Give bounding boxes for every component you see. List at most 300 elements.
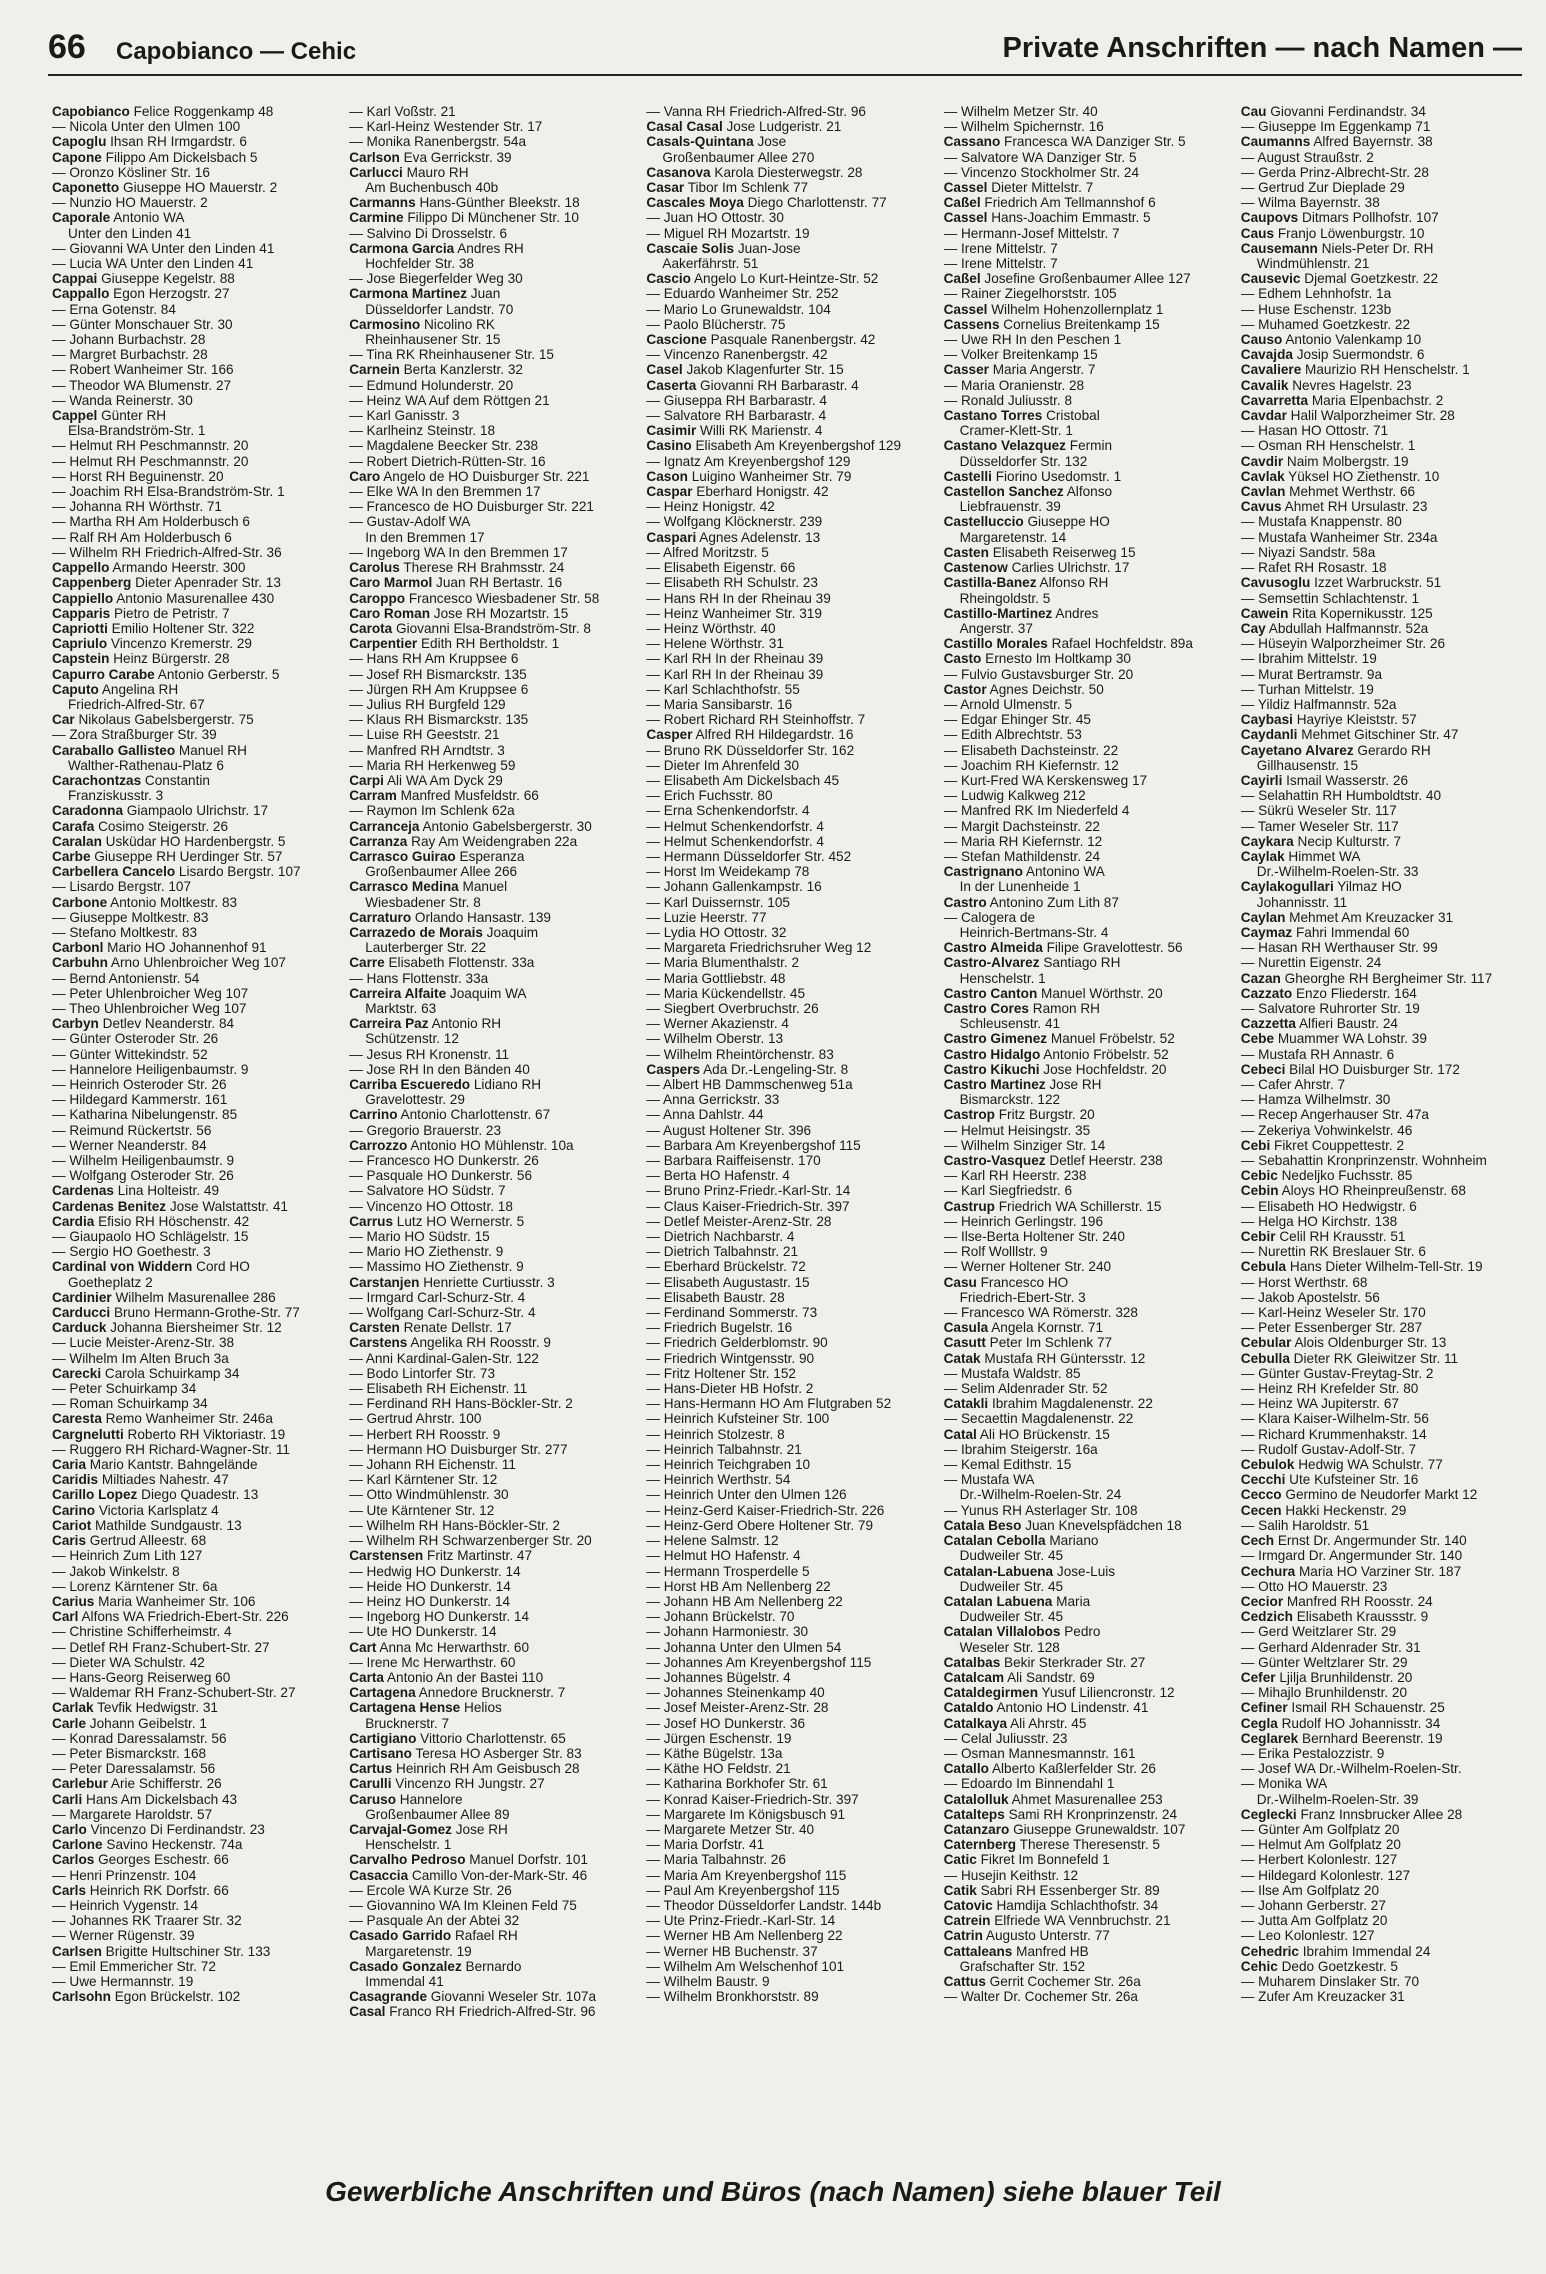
entry-surname: Casutt: [943, 1335, 986, 1351]
entry-details: — Wilhelm Bronkhorststr. 89: [646, 1989, 819, 2005]
entry-surname: Carta: [349, 1669, 384, 1685]
entry-details: — Irmgard Carl-Schurz-Str. 4: [349, 1289, 526, 1305]
entry-details: Joaquim WA: [446, 985, 527, 1001]
entry-surname: Carrasco Medina: [349, 879, 459, 895]
entry-surname: Castrignano: [943, 864, 1023, 880]
entry-details: Elisabeth Flottenstr. 33a: [384, 955, 535, 971]
directory-entry: [646, 241, 927, 256]
entry-details: — Husejin Keithstr. 12: [943, 1867, 1079, 1883]
directory-entry: [349, 180, 630, 195]
directory-entry: [349, 1868, 630, 1883]
entry-details: Georges Eschestr. 66: [94, 1852, 229, 1868]
entry-details: Rafael Hochfeldstr. 89a: [1047, 636, 1193, 652]
entry-surname: Carlucci: [349, 164, 403, 180]
entry-details: — Sebahattin Kronprinzenstr. Wohnheim: [1240, 1153, 1487, 1169]
entry-surname: Carpi: [349, 772, 384, 788]
entry-details: — Helmut Schenkendorfstr. 4: [646, 818, 824, 834]
directory-entry: [349, 1761, 630, 1776]
directory-entry: [646, 1761, 927, 1776]
entry-details: — August Holtener Str. 396: [646, 1122, 812, 1138]
entry-surname: Castro Kikuchi: [943, 1061, 1040, 1077]
entry-details: — Walter Dr. Cochemer Str. 26a: [943, 1989, 1138, 2005]
entry-details: Franziskusstr. 3: [68, 788, 164, 804]
entry-details: — Hildegard Kammerstr. 161: [52, 1092, 228, 1108]
entry-details: — Johannes Steinenkamp 40: [646, 1685, 825, 1701]
entry-details: — Bruno RK Düsseldorfer Str. 162: [646, 742, 855, 758]
entry-surname: Carlos: [52, 1852, 95, 1868]
entry-surname: Carbone: [52, 894, 108, 910]
entry-details: Jose Walstattstr. 41: [166, 1198, 288, 1214]
directory-entry: [944, 1928, 1225, 1943]
entry-details: — Heinrich Unter den Ulmen 126: [646, 1487, 847, 1503]
entry-surname: Cebula: [1240, 1259, 1287, 1275]
entry-details: — Giuseppe Moltkestr. 83: [52, 909, 209, 925]
directory-entry: [646, 1351, 927, 1366]
entry-details: — Helmut RH Peschmannstr. 20: [52, 438, 249, 454]
entry-details: — Edmund Holunderstr. 20: [349, 377, 514, 393]
entry-surname: Carbuhn: [52, 955, 108, 971]
entry-surname: Caspar: [646, 484, 693, 500]
directory-entry: [52, 1685, 333, 1700]
directory-entry: [349, 1837, 630, 1852]
entry-details: Filipe Gravelottestr. 56: [1042, 940, 1183, 956]
entry-details: Juan RH Bertastr. 16: [432, 575, 563, 591]
directory-entry: [1241, 1016, 1522, 1031]
entry-details: Antonio Gabelsbergerstr. 30: [419, 818, 592, 834]
entry-details: — Johann RH Eichenstr. 11: [349, 1457, 516, 1473]
entry-surname: Cechura: [1240, 1563, 1296, 1579]
directory-entry: [52, 1031, 333, 1046]
entry-details: Miltiades Nahestr. 47: [98, 1472, 229, 1488]
entry-details: Renate Dellstr. 17: [399, 1320, 512, 1336]
entry-surname: Cefer: [1240, 1669, 1276, 1685]
entry-surname: Carraturo: [349, 909, 412, 925]
entry-details: — Heinz Honigstr. 42: [646, 499, 775, 515]
entry-details: — Jose RH In den Bänden 40: [349, 1061, 530, 1077]
entry-details: In den Bremmen 17: [365, 529, 485, 545]
entry-details: — Fritz Holtener Str. 152: [646, 1365, 796, 1381]
directory-entry: [1241, 530, 1522, 545]
directory-entry: [646, 378, 927, 393]
entry-surname: Carstens: [349, 1335, 408, 1351]
entry-details: — Ute Kärntener Str. 12: [349, 1502, 495, 1518]
entry-details: Hans Am Dickelsbach 43: [82, 1791, 238, 1807]
entry-details: Manuel Fröbelstr. 52: [1047, 1031, 1175, 1047]
directory-entry: [944, 1183, 1225, 1198]
entry-details: — Ibrahim Mittelstr. 19: [1240, 651, 1377, 667]
directory-entry: [944, 1624, 1225, 1639]
entry-surname: Ceglecki: [1240, 1806, 1297, 1822]
entry-details: — Johann Burbachstr. 28: [52, 332, 206, 348]
directory-entry: [52, 697, 333, 712]
directory-entry: [1241, 1396, 1522, 1411]
entry-details: — Günter Am Golfplatz 20: [1240, 1821, 1400, 1837]
entry-surname: Castano Torres: [943, 408, 1043, 424]
entry-details: Angerstr. 37: [959, 620, 1033, 636]
directory-entry: [1241, 849, 1522, 864]
entry-details: Victoria Karlsplatz 4: [95, 1502, 219, 1518]
entry-details: — Gerhard Aldenrader Str. 31: [1240, 1639, 1421, 1655]
entry-details: — Johanna RH Wörthstr. 71: [52, 499, 222, 515]
directory-entry: [646, 1655, 927, 1670]
entry-surname: Carmosino: [349, 316, 421, 332]
entry-details: Berta Kanzlerstr. 32: [399, 362, 523, 378]
directory-entry: [349, 1472, 630, 1487]
entry-details: — Zufer Am Kreuzacker 31: [1240, 1989, 1405, 2005]
entry-surname: Cappai: [52, 271, 98, 287]
directory-entry: [349, 332, 630, 347]
directory-entry: [1241, 1655, 1522, 1670]
directory-entry: [646, 1259, 927, 1274]
entry-surname: Catallo: [943, 1761, 989, 1777]
directory-entry: [1241, 1974, 1522, 1989]
entry-surname: Cavusoglu: [1240, 575, 1311, 591]
entry-details: Düsseldorfer Str. 132: [959, 453, 1088, 469]
directory-entry: [1241, 1214, 1522, 1229]
entry-details: — Ferdinand Sommerstr. 73: [646, 1305, 818, 1321]
directory-entry: [52, 1366, 333, 1381]
entry-surname: Capurro Carabe: [52, 666, 155, 682]
entry-surname: Casto: [943, 651, 982, 667]
directory-entry: [349, 1381, 630, 1396]
directory-entry: [52, 469, 333, 484]
entry-surname: Carbonl: [52, 940, 104, 956]
entry-details: — Konrad Kaiser-Friedrich-Str. 397: [646, 1791, 859, 1807]
entry-details: — Joachim RH Kiefernstr. 12: [943, 757, 1119, 773]
entry-details: — Karl Siegfriedstr. 6: [943, 1183, 1073, 1199]
entry-surname: Caspari: [646, 529, 697, 545]
entry-details: — Horst HB Am Nellenberg 22: [646, 1578, 831, 1594]
directory-entry: [52, 1396, 333, 1411]
entry-details: — Hans Flottenstr. 33a: [349, 970, 489, 986]
directory-entry: [944, 1244, 1225, 1259]
entry-surname: Castrup: [943, 1198, 995, 1214]
entry-details: — Ingeborg HO Dunkerstr. 14: [349, 1609, 530, 1625]
entry-details: Felice Roggenkamp 48: [129, 104, 274, 119]
entry-details: Alois Oldenburger Str. 13: [1291, 1335, 1447, 1351]
entry-details: Savino Heckenstr. 74a: [102, 1837, 243, 1853]
directory-entry: [52, 1442, 333, 1457]
entry-details: — Karl Schlachthofstr. 55: [646, 681, 800, 697]
directory-entry: [52, 1868, 333, 1883]
directory-entry: [944, 1107, 1225, 1122]
entry-details: — Ibrahim Steigerstr. 16a: [943, 1441, 1098, 1457]
entry-details: — Salvatore HO Südstr. 7: [349, 1183, 506, 1199]
entry-details: Cosimo Steigerstr. 26: [94, 818, 229, 834]
entry-details: — Johann HB Am Nellenberg 22: [646, 1593, 843, 1609]
entry-surname: Cazan: [1240, 970, 1281, 986]
entry-details: Wiesbadener Str. 8: [365, 894, 481, 910]
entry-surname: Carls: [52, 1882, 87, 1898]
entry-details: — Kurt-Fred WA Kerskensweg 17: [943, 772, 1148, 788]
directory-entry: [349, 1427, 630, 1442]
entry-details: — Johannes Bügelstr. 4: [646, 1669, 791, 1685]
directory-entry: [1241, 1472, 1522, 1487]
directory-entry: [646, 104, 927, 119]
entry-details: — Irene Mittelstr. 7: [943, 256, 1058, 272]
entry-details: — Niyazi Sandstr. 58a: [1240, 544, 1376, 560]
entry-details: Filippo Di Münchener Str. 10: [403, 210, 579, 226]
directory-entry: [349, 955, 630, 970]
entry-details: — Bodo Lintorfer Str. 73: [349, 1365, 496, 1381]
directory-entry: [349, 1229, 630, 1244]
directory-entry: [944, 195, 1225, 210]
directory-entry: [52, 1928, 333, 1943]
entry-details: Augusto Unterstr. 77: [982, 1928, 1110, 1944]
entry-details: — Maria Dorfstr. 41: [646, 1837, 765, 1853]
directory-entry: [646, 1944, 927, 1959]
entry-surname: Castro Almeida: [943, 940, 1043, 956]
directory-entry: [1241, 1031, 1522, 1046]
directory-entry: [1241, 1107, 1522, 1122]
directory-entry: [349, 1700, 630, 1715]
directory-entry: [944, 910, 1225, 925]
entry-details: — Eduardo Wanheimer Str. 252: [646, 286, 839, 302]
directory-entry: [52, 1731, 333, 1746]
entry-details: — Maria Blumenthalstr. 2: [646, 955, 800, 971]
entry-surname: Carota: [349, 620, 393, 636]
entry-details: Vincenzo RH Jungstr. 27: [391, 1776, 545, 1792]
entry-details: — Jose Biegerfelder Weg 30: [349, 271, 523, 287]
entry-details: Mario HO Johannenhof 91: [103, 940, 267, 956]
entry-details: — Helmut Schenkendorfstr. 4: [646, 833, 824, 849]
directory-entry: [1241, 1427, 1522, 1442]
directory-entry: [349, 1138, 630, 1153]
entry-details: — Wilhelm Im Alten Bruch 3a: [52, 1350, 229, 1366]
entry-surname: Cartagena Hense: [349, 1700, 461, 1716]
directory-entry: [944, 1959, 1225, 1974]
entry-details: Ahmet RH Ursulastr. 23: [1281, 499, 1428, 515]
entry-details: — Monika WA: [1240, 1776, 1328, 1792]
directory-entry: [52, 636, 333, 651]
directory-entry: [1241, 378, 1522, 393]
directory-entry: [646, 1670, 927, 1685]
entry-details: — Maria Oranienstr. 28: [943, 377, 1085, 393]
entry-details: Angelo de HO Duisburger Str. 221: [380, 468, 590, 484]
entry-details: Abdullah Halfmannstr. 52a: [1265, 620, 1429, 636]
directory-entry: [349, 1913, 630, 1928]
directory-entry: [52, 1062, 333, 1077]
directory-entry: [944, 1594, 1225, 1609]
entry-details: Rheingoldstr. 5: [959, 590, 1051, 606]
entry-details: — Josef Meister-Arenz-Str. 28: [646, 1700, 829, 1716]
entry-surname: Capriotti: [52, 620, 108, 636]
entry-details: Juan-Jose: [734, 240, 801, 256]
directory-entry: [944, 1487, 1225, 1502]
directory-entry: [1241, 1731, 1522, 1746]
directory-entry: [52, 499, 333, 514]
directory-entry: [52, 1229, 333, 1244]
entry-surname: Car: [52, 712, 75, 728]
entry-details: — Heinz RH Krefelder Str. 80: [1240, 1381, 1419, 1397]
entry-details: — Ute HO Dunkerstr. 14: [349, 1624, 497, 1640]
entry-details: — Pasquale HO Dunkerstr. 56: [349, 1168, 533, 1184]
entry-details: Aloys HO Rheinpreußenstr. 68: [1278, 1183, 1466, 1199]
entry-details: — Klara Kaiser-Wilhelm-Str. 56: [1240, 1411, 1429, 1427]
entry-details: — Stefan Mathildenstr. 24: [943, 848, 1101, 864]
entry-details: — Wilhelm Metzer Str. 40: [943, 104, 1098, 119]
directory-entry: [1241, 819, 1522, 834]
directory-entry: [52, 317, 333, 332]
directory-entry: [944, 591, 1225, 606]
entry-surname: Casu: [943, 1274, 977, 1290]
directory-entry: [349, 302, 630, 317]
entry-surname: Causo: [1240, 332, 1283, 348]
entry-details: — Mustafa Wanheimer Str. 234a: [1240, 529, 1438, 545]
entry-details: Mehmet Am Kreuzacker 31: [1285, 909, 1454, 925]
directory-entry: [944, 165, 1225, 180]
entry-surname: Cartagena: [349, 1685, 416, 1701]
entry-details: — Maria Kückendellstr. 45: [646, 985, 806, 1001]
directory-entry: [52, 1168, 333, 1183]
directory-entry: [1241, 317, 1522, 332]
entry-details: Izzet Warbruckstr. 51: [1310, 575, 1442, 591]
entry-details: Gerardo RH: [1353, 742, 1431, 758]
directory-entry: [1241, 256, 1522, 271]
directory-entry: [646, 1685, 927, 1700]
directory-entry: [52, 925, 333, 940]
entry-details: Orlando Hansastr. 139: [411, 909, 551, 925]
entry-details: — Robert Dietrich-Rütten-Str. 16: [349, 453, 546, 469]
entry-details: Ihsan RH Irmgardstr. 6: [106, 134, 247, 150]
directory-entry: [646, 1548, 927, 1563]
entry-details: Karola Diesterwegstr. 28: [710, 164, 863, 180]
directory-entry: [52, 1989, 333, 2004]
entry-details: Antonino WA: [1022, 864, 1105, 880]
entry-surname: Cappallo: [52, 286, 110, 302]
entry-details: — Johannes Am Kreyenbergshof 115: [646, 1654, 872, 1670]
entry-details: — Jutta Am Golfplatz 20: [1240, 1913, 1388, 1929]
entry-details: — Karlheinz Steinstr. 18: [349, 423, 496, 439]
entry-surname: Carranza: [349, 833, 408, 849]
directory-entry: [52, 1259, 333, 1274]
directory-entry: [52, 575, 333, 590]
entry-surname: Cavlan: [1240, 484, 1286, 500]
entry-details: Dedo Goetzkestr. 5: [1277, 1958, 1398, 1974]
entry-surname: Castro: [943, 894, 987, 910]
entry-details: Anna Mc Herwarthstr. 60: [376, 1639, 530, 1655]
directory-entry: [646, 1366, 927, 1381]
entry-details: — Wilhelm Heiligenbaumstr. 9: [52, 1153, 235, 1169]
entry-details: — Karl RH Heerstr. 238: [943, 1168, 1087, 1184]
entry-details: Halil Walporzheimer Str. 28: [1286, 408, 1455, 424]
entry-details: — Wilma Bayernstr. 38: [1240, 195, 1380, 211]
entry-surname: Capstein: [52, 651, 110, 667]
entry-details: — Günter Wittekindstr. 52: [52, 1046, 208, 1062]
entry-details: — Helmut Heisingstr. 35: [943, 1122, 1091, 1138]
directory-entry: [52, 1305, 333, 1320]
entry-details: Johannisstr. 11: [1256, 894, 1348, 910]
directory-entry: [52, 165, 333, 180]
directory-entry: [944, 423, 1225, 438]
entry-surname: Castro Canton: [943, 985, 1038, 1001]
directory-entry: [944, 104, 1225, 119]
entry-details: — Werner Holtener Str. 240: [943, 1259, 1112, 1275]
entry-details: — Maria Sansibarstr. 16: [646, 696, 793, 712]
entry-details: Ada Dr.-Lengeling-Str. 8: [700, 1061, 849, 1077]
entry-details: — Zora Straßburger Str. 39: [52, 727, 217, 743]
directory-entry: [944, 1092, 1225, 1107]
entry-details: Großenbaumer Allee 89: [365, 1806, 510, 1822]
directory-entry: [646, 1594, 927, 1609]
directory-entry: [52, 1670, 333, 1685]
directory-entry: [944, 1001, 1225, 1016]
entry-details: — Horst Werthstr. 68: [1240, 1274, 1368, 1290]
entry-surname: Carram: [349, 788, 397, 804]
entry-details: — Johann Brückelstr. 70: [646, 1609, 795, 1625]
entry-details: Johann Geibelstr. 1: [86, 1715, 207, 1731]
directory-entry: [1241, 180, 1522, 195]
directory-entry: [1241, 1883, 1522, 1898]
entry-surname: Cecior: [1240, 1593, 1284, 1609]
entry-details: — Friedrich Bugelstr. 16: [646, 1320, 793, 1336]
directory-entry: [52, 819, 333, 834]
directory-entry: [52, 1533, 333, 1548]
directory-entry: [349, 1776, 630, 1791]
directory-entry: [646, 1716, 927, 1731]
entry-details: Giuseppe Grunewaldstr. 107: [1009, 1821, 1186, 1837]
entry-details: Giuseppe Kegelstr. 88: [97, 271, 235, 287]
directory-entry: [944, 773, 1225, 788]
entry-details: Bernardo: [461, 1958, 522, 1974]
entry-details: Elisabeth Am Kreyenbergshof 129: [691, 438, 902, 454]
entry-details: — Emil Emmericher Str. 72: [52, 1958, 216, 1974]
entry-details: Antonio HO Mühlenstr. 10a: [407, 1137, 574, 1153]
entry-surname: Caymaz: [1240, 924, 1293, 940]
directory-entry: [1241, 1259, 1522, 1274]
directory-entry: [1241, 1229, 1522, 1244]
entry-details: Rheinhausener Str. 15: [365, 332, 501, 348]
entry-details: Germino de Neudorfer Markt 12: [1281, 1487, 1478, 1503]
directory-entry: [646, 682, 927, 697]
directory-entry: [944, 1548, 1225, 1563]
directory-entry: [52, 195, 333, 210]
entry-details: Günter RH: [97, 408, 167, 424]
entry-details: — Ingeborg WA In den Bremmen 17: [349, 544, 568, 560]
entry-details: Ali HO Brückenstr. 15: [976, 1426, 1110, 1442]
directory-entry: [1241, 1533, 1522, 1548]
footer-note: Gewerbliche Anschriften und Büros (nach Namen) siehe blauer Teil: [325, 2176, 1221, 2207]
entry-details: — Gertrud Ahrstr. 100: [349, 1411, 482, 1427]
directory-entry: [52, 1624, 333, 1639]
directory-entry: [52, 560, 333, 575]
entry-details: — Hermann-Josef Mittelstr. 7: [943, 225, 1120, 241]
entry-details: Ernst Dr. Angermunder Str. 140: [1274, 1533, 1467, 1549]
directory-entry: [52, 788, 333, 803]
entry-details: — Erich Fuchsstr. 80: [646, 788, 773, 804]
entry-surname: Catovic: [943, 1897, 993, 1913]
directory-entry: [646, 864, 927, 879]
entry-details: In der Lunenheide 1: [959, 879, 1081, 895]
entry-details: Ali Ahrstr. 45: [1007, 1715, 1087, 1731]
entry-details: Ahmet Masurenallee 253: [1008, 1791, 1163, 1807]
directory-entry: [349, 1290, 630, 1305]
directory-entry: [349, 119, 630, 134]
entry-surname: Cason: [646, 468, 688, 484]
directory-entry: [646, 514, 927, 529]
directory-entry: [1241, 1244, 1522, 1259]
directory-entry: [1241, 879, 1522, 894]
directory-entry: [349, 1320, 630, 1335]
directory-entry: [944, 879, 1225, 894]
directory-entry: [52, 1123, 333, 1138]
entry-details: — Hildegard Kolonlestr. 127: [1240, 1867, 1411, 1883]
directory-entry: [349, 667, 630, 682]
entry-details: Jose RH Mozartstr. 15: [430, 605, 569, 621]
entry-details: — Luise RH Geeststr. 21: [349, 727, 500, 743]
entry-details: — Theodor Düsseldorfer Landstr. 144b: [646, 1897, 882, 1913]
directory-entry: [1241, 591, 1522, 606]
